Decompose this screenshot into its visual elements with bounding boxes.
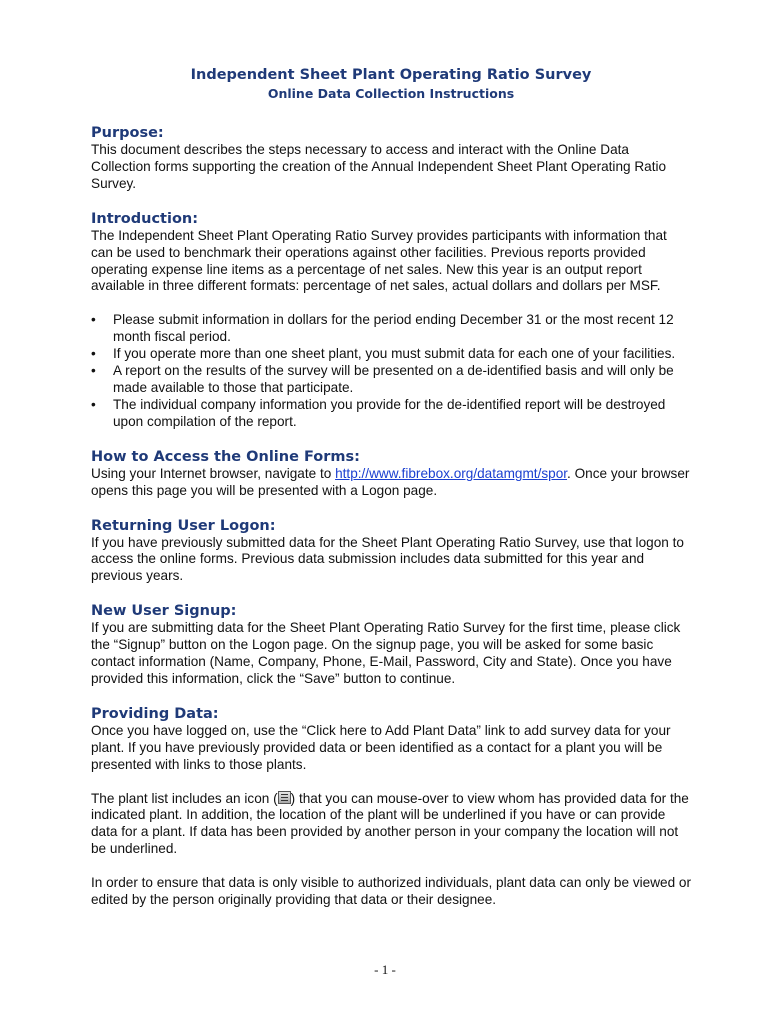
introduction-text: The Independent Sheet Plant Operating Ratio Survey provides participants with information that can be used to benchmark their operations against other facilities. Previous reports provided operating expense line items as a percentage of net sales. New this year is an output report available in three different formats: percentage of net sales, actual dollars and dollars per MSF. [91,227,667,294]
bullet-icon: • [91,396,96,412]
purpose-text: This document describes the steps necessary to access and interact with the Online Data Collection forms supporting the creation of the Annual Independent Sheet Plant Operating Ratio Survey. [91,142,667,191]
document-page [91,66,691,926]
access-text: Using your Internet browser, navigate to http://www.fibrebox.org/datamgmt/spor. Once your browser opens this page you will be presented with a Logon page. [91,465,690,498]
bullet-icon: • [91,363,96,379]
providing-text-2: The plant list includes an icon ( ) that you can mouse-over to view whom has provided data for the indicated plant. In addition, the location of the plant will be underlined if you have or can provide data for a plant. If data has been provided by another person in your company the location will not be underlined. [91,790,689,857]
purpose-heading: Purpose: [91,125,164,141]
bullet-icon: • [91,346,96,362]
purpose-section [91,124,691,193]
providing-text-3: In order to ensure that data is only visible to authorized individuals, plant data can only be viewed or edited by the person originally providing that data or their designee. [91,875,691,908]
list-item: • A report on the results of the survey will be presented on a de-identified basis and will only be made available to those that participate. [91,363,674,395]
access-section [91,448,691,500]
spor-link[interactable]: http://www.fibrebox.org/datamgmt/spor [335,465,568,481]
providing-text-1: Once you have logged on, use the “Click here to Add Plant Data” link to add survey data for your plant. If you have previously provided data or been identified as a contact for a plant you will be presented with links to those plants. [91,722,671,772]
providing-heading: Providing Data: [91,705,219,722]
bullet-icon: • [91,312,96,328]
returning-section [91,517,691,586]
list-item: • The individual company information you provide for the de-identified report will be destroyed upon compilation of the report. [91,396,666,429]
providing-section [91,705,691,909]
returning-heading: Returning User Logon: [91,517,276,534]
introduction-heading: Introduction: [91,210,199,227]
new-user-heading: New User Signup: [91,603,237,620]
document-subtitle: Online Data Collection Instructions [267,86,515,101]
list-item: • Please submit information in dollars for the period ending December 31 or the most recent 12 month fiscal period. [91,312,674,345]
new-user-text: If you are submitting data for the Sheet Plant Operating Ratio Survey for the first time, please click the “Signup” button on the Logon page. On the signup page, you will be asked for some basic contact information (Name, Company, Phone, E-Mail, Password, City and State). Once you have provided this information, click the “Save” button to continue. [91,620,681,686]
introduction-bullet-list [91,312,691,430]
access-heading: How to Access the Online Forms: [91,448,360,465]
page-number: - 1 - [374,962,396,977]
list-item: • If you operate more than one sheet plant, you must submit data for each one of your facilities. [91,346,676,362]
returning-text: If you have previously submitted data for the Sheet Plant Operating Ratio Survey, use that logon to access the online forms. Previous data submission includes data submitted for this year and previous years. [91,534,684,584]
introduction-section [91,210,691,431]
document-title: Independent Sheet Plant Operating Ratio Survey [190,67,592,83]
new-user-section [91,602,691,688]
contact-list-icon [278,791,291,804]
